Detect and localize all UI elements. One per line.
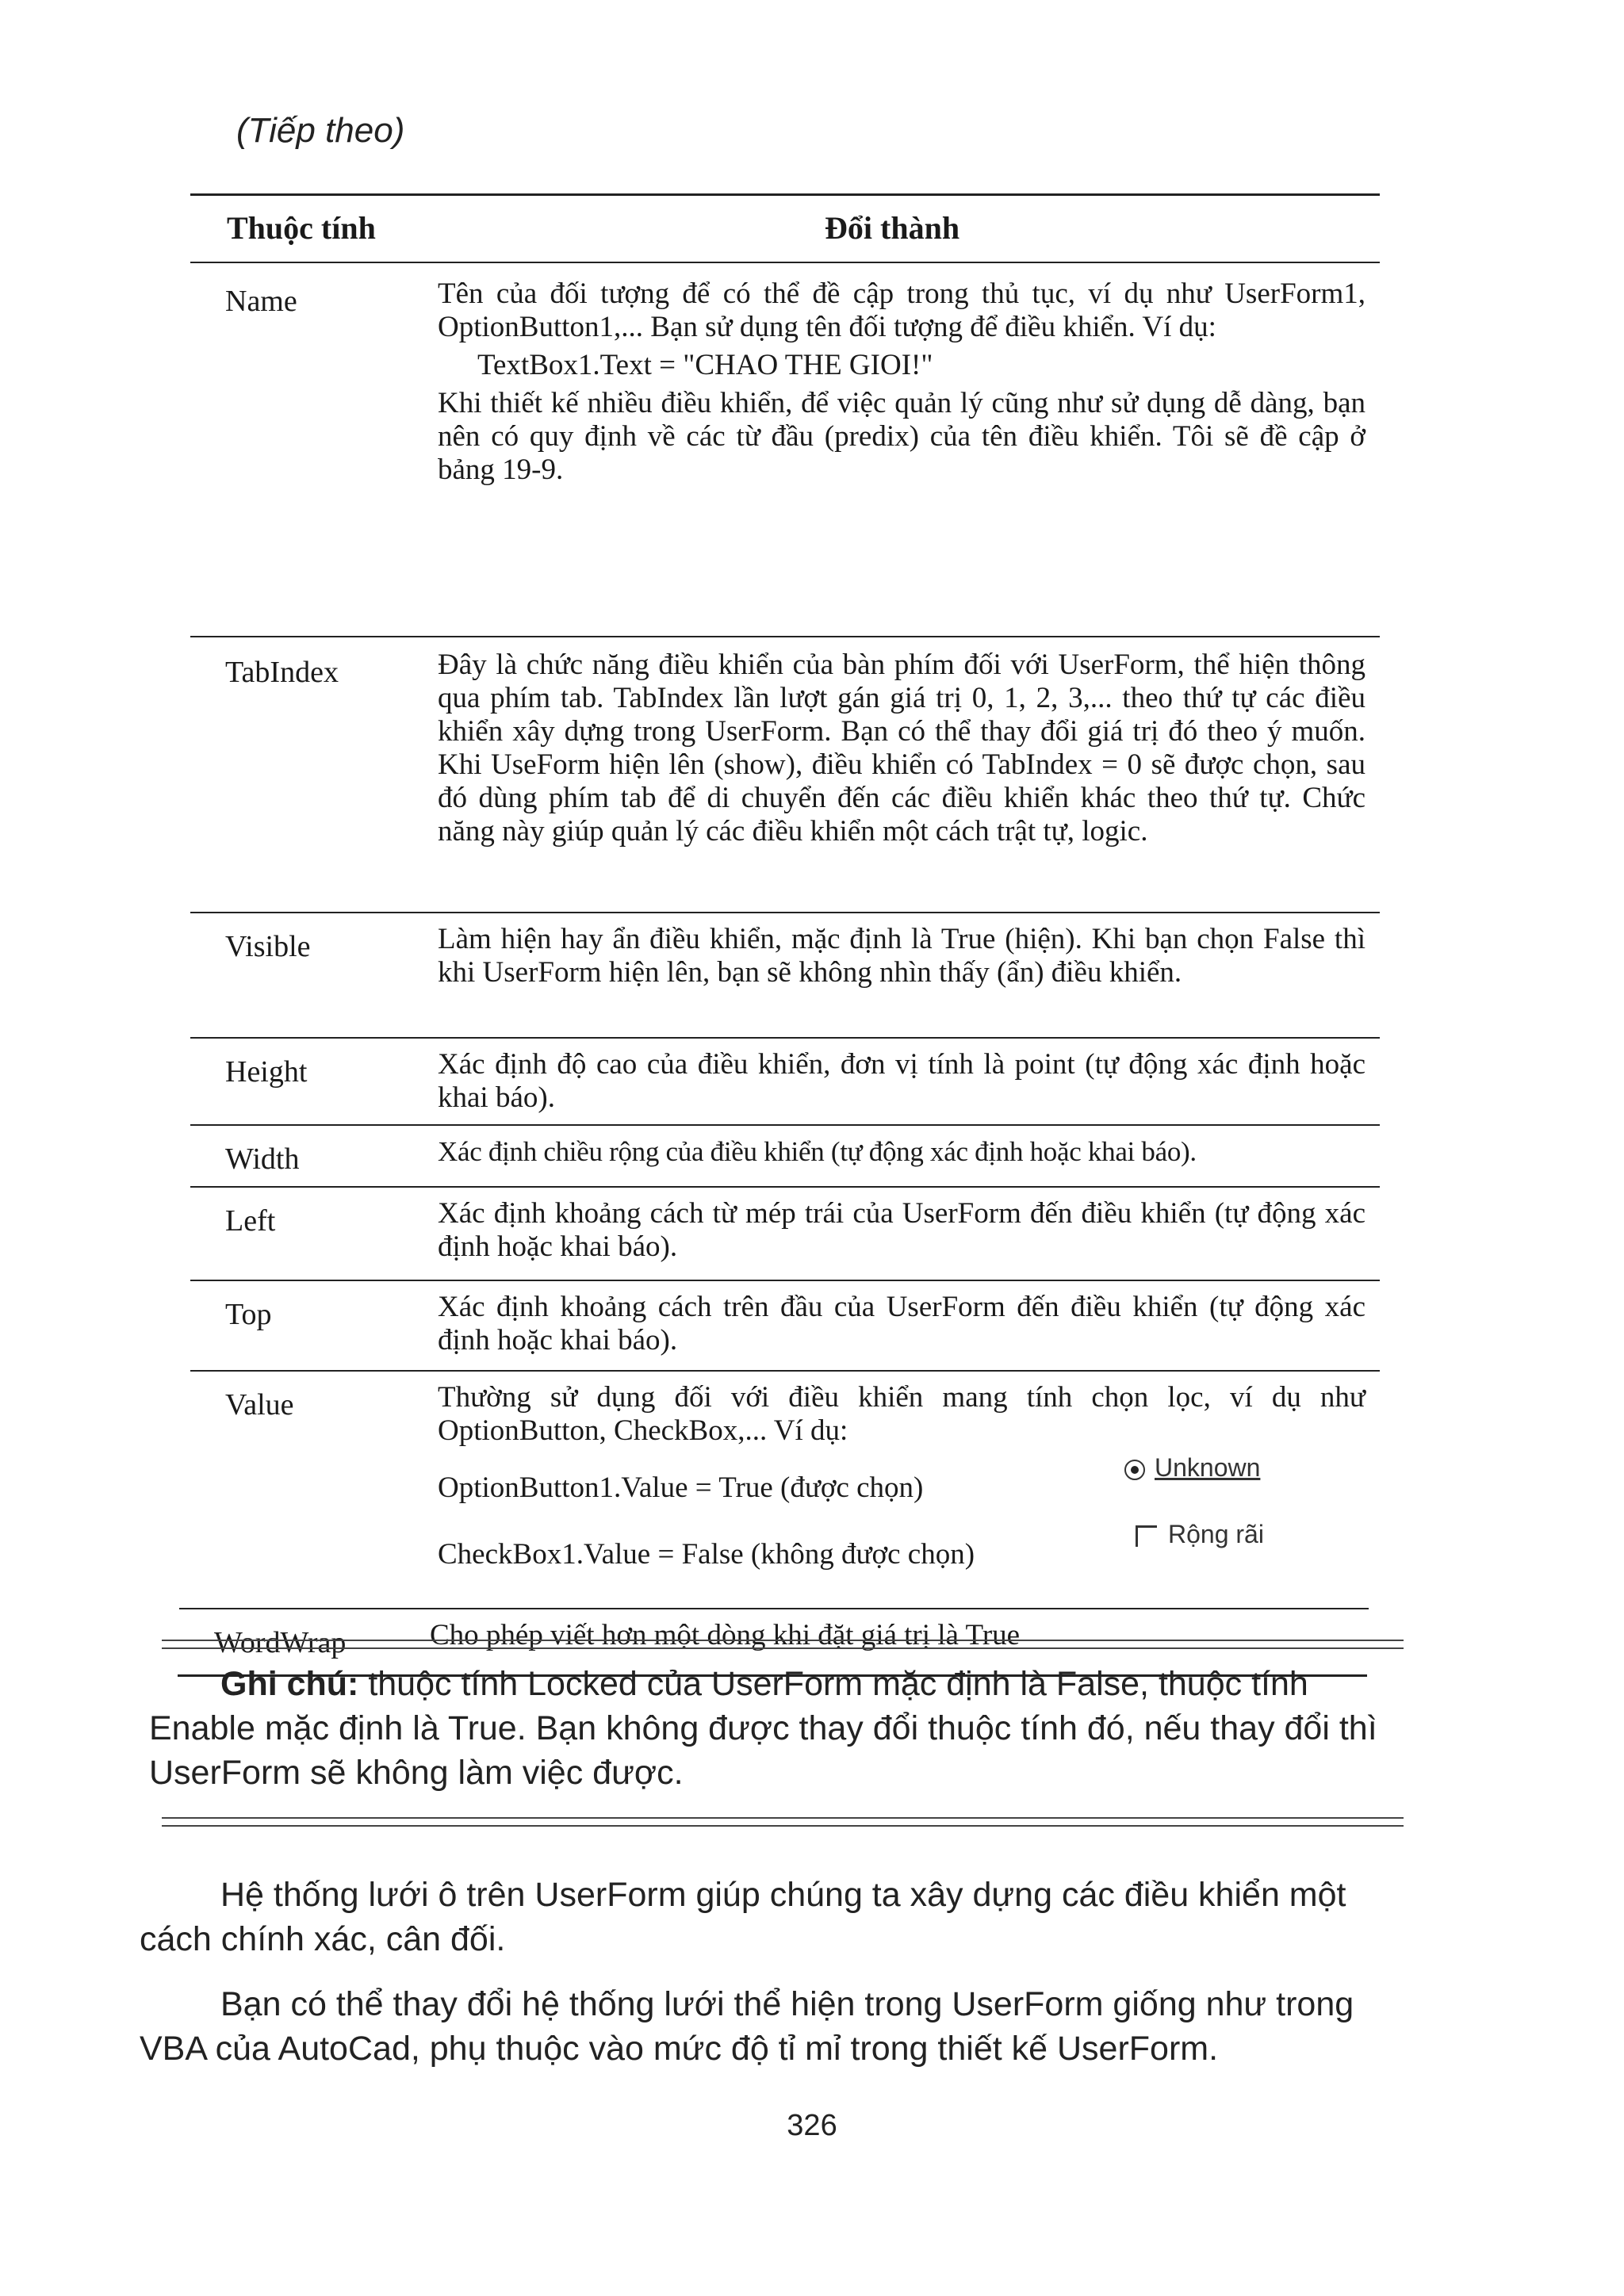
checkbox-label: Rộng rãi [1168, 1520, 1264, 1548]
checkbox-sample [1136, 1517, 1264, 1551]
property-description: Cho phép viết hơn một dòng khi đặt giá trị là True [430, 1619, 1021, 1651]
continued-label: (Tiếp theo) [236, 111, 405, 150]
table-row [190, 1373, 1380, 1603]
header-change: Đổi thành [825, 210, 960, 246]
property-name: WordWrap [214, 1626, 347, 1659]
property-description: Xác định khoảng cách từ mép trái của UserForm đến điều khiển (tự động xác định hoặc khai báo). [438, 1197, 1365, 1263]
note-bottom-rule [162, 1817, 1404, 1827]
property-name: Top [225, 1298, 272, 1331]
property-name: Width [225, 1142, 300, 1176]
table-row [190, 1611, 1380, 1667]
property-name: Left [225, 1204, 276, 1238]
page-number: 326 [787, 2109, 837, 2142]
table-row [190, 1283, 1380, 1367]
note-text: thuộc tính Locked của UserForm mặc định là False, thuộc tính Enable mặc định là True. Bạn không được thay đổi thuộc tính đó, nếu thay đổi thì UserForm sẽ không làm việc được. [149, 1665, 1377, 1792]
table-row [190, 915, 1380, 1034]
property-description: Xác định chiều rộng của điều khiển (tự động xác định hoặc khai báo). [438, 1136, 1197, 1167]
body-paragraph: Bạn có thể thay đổi hệ thống lưới thể hiện trong UserForm giống như trong VBA của AutoCad, phụ thuộc vào mức độ tỉ mỉ trong thiết kế UserForm. [140, 1985, 1354, 2068]
row-rule [190, 636, 1380, 637]
option-label: Unknown [1155, 1453, 1261, 1482]
table-row [190, 641, 1380, 910]
row-rule [190, 1280, 1380, 1281]
row-rule [179, 1608, 1369, 1609]
checkbox-example: CheckBox1.Value = False (không được chọn) [438, 1538, 975, 1571]
table-row [190, 1189, 1380, 1276]
property-name: Visible [225, 930, 311, 963]
note-label: Ghi chú: [220, 1665, 359, 1703]
row-rule [190, 1370, 1380, 1372]
property-name: Name [225, 285, 297, 318]
table-row [190, 1040, 1380, 1119]
property-name: Value [225, 1388, 294, 1422]
property-name: Height [225, 1055, 308, 1089]
property-name: TabIndex [225, 656, 339, 689]
table-row [190, 270, 1380, 634]
row-rule [190, 1037, 1380, 1039]
property-description: Xác định độ cao của điều khiển, đơn vị tính là point (tự động xác định hoặc khai báo). [438, 1048, 1365, 1114]
property-description: Xác định khoảng cách trên đầu của UserForm đến điều khiển (tự động xác định hoặc khai báo). [438, 1291, 1365, 1357]
code-example: TextBox1.Text = "CHAO THE GIOI!" [477, 349, 933, 381]
note-top-rule [162, 1640, 1404, 1649]
property-description: Đây là chức năng điều khiển của bàn phím đối với UserForm, thể hiện thông qua phím tab. TabIndex lần lượt gán giá trị 0, 1, 2, 3,... theo thứ tự các điều khiển xây dựng trong UserForm. Bạn có thể thay đổi giá trị đó theo ý muốn. Khi UseForm hiện lên (show), điều khiển có TabIndex = 0 sẽ được chọn, sau đó dùng phím tab để di chuyển đến các điều khiển khác theo thứ tự. Chức năng này giúp quản lý các điều khiển một cách trật tự, logic. [438, 649, 1365, 848]
row-rule [190, 1124, 1380, 1126]
property-description: Thường sử dụng đối với điều khiển mang tính chọn lọc, ví dụ như OptionButton, CheckBox,... Ví dụ: OptionButton1.Value = True (được chọn) Unknown CheckBox1.Value = False (không được chọn) Rộng rãi [438, 1381, 1365, 1571]
note-box [149, 1662, 1410, 1795]
header-property: Thuộc tính [227, 210, 376, 246]
option-button-sample [1124, 1451, 1260, 1484]
radio-selected-icon [1124, 1460, 1145, 1480]
table-row [190, 1127, 1380, 1183]
row-rule [190, 1186, 1380, 1188]
option-example: OptionButton1.Value = True (được chọn) [438, 1471, 924, 1504]
property-description: Làm hiện hay ẩn điều khiển, mặc định là True (hiện). Khi bạn chọn False thì khi UserForm hiện lên, bạn sẽ không nhìn thấy (ẩn) điều khiển. [438, 923, 1365, 989]
body-paragraph: Hệ thống lưới ô trên UserForm giúp chúng ta xây dựng các điều khiển một cách chính xác, cân đối. [140, 1876, 1346, 1958]
header-rule [190, 262, 1380, 263]
row-rule [190, 912, 1380, 913]
checkbox-unchecked-icon [1136, 1525, 1157, 1547]
table-top-rule [190, 193, 1380, 196]
property-description: Tên của đối tượng để có thể đề cập trong thủ tục, ví dụ như UserForm1, OptionButton1,... Bạn sử dụng tên đối tượng để điều khiển. Ví dụ: TextBox1.Text = "CHAO THE GIOI!" Khi thiết kế nhiều điều khiển, để việc quản lý cũng như sử dụng dễ dàng, bạn nên có quy định về các từ đầu (predix) của tên điều khiển. Tôi sẽ đề cập ở bảng 19-9. [438, 277, 1365, 486]
